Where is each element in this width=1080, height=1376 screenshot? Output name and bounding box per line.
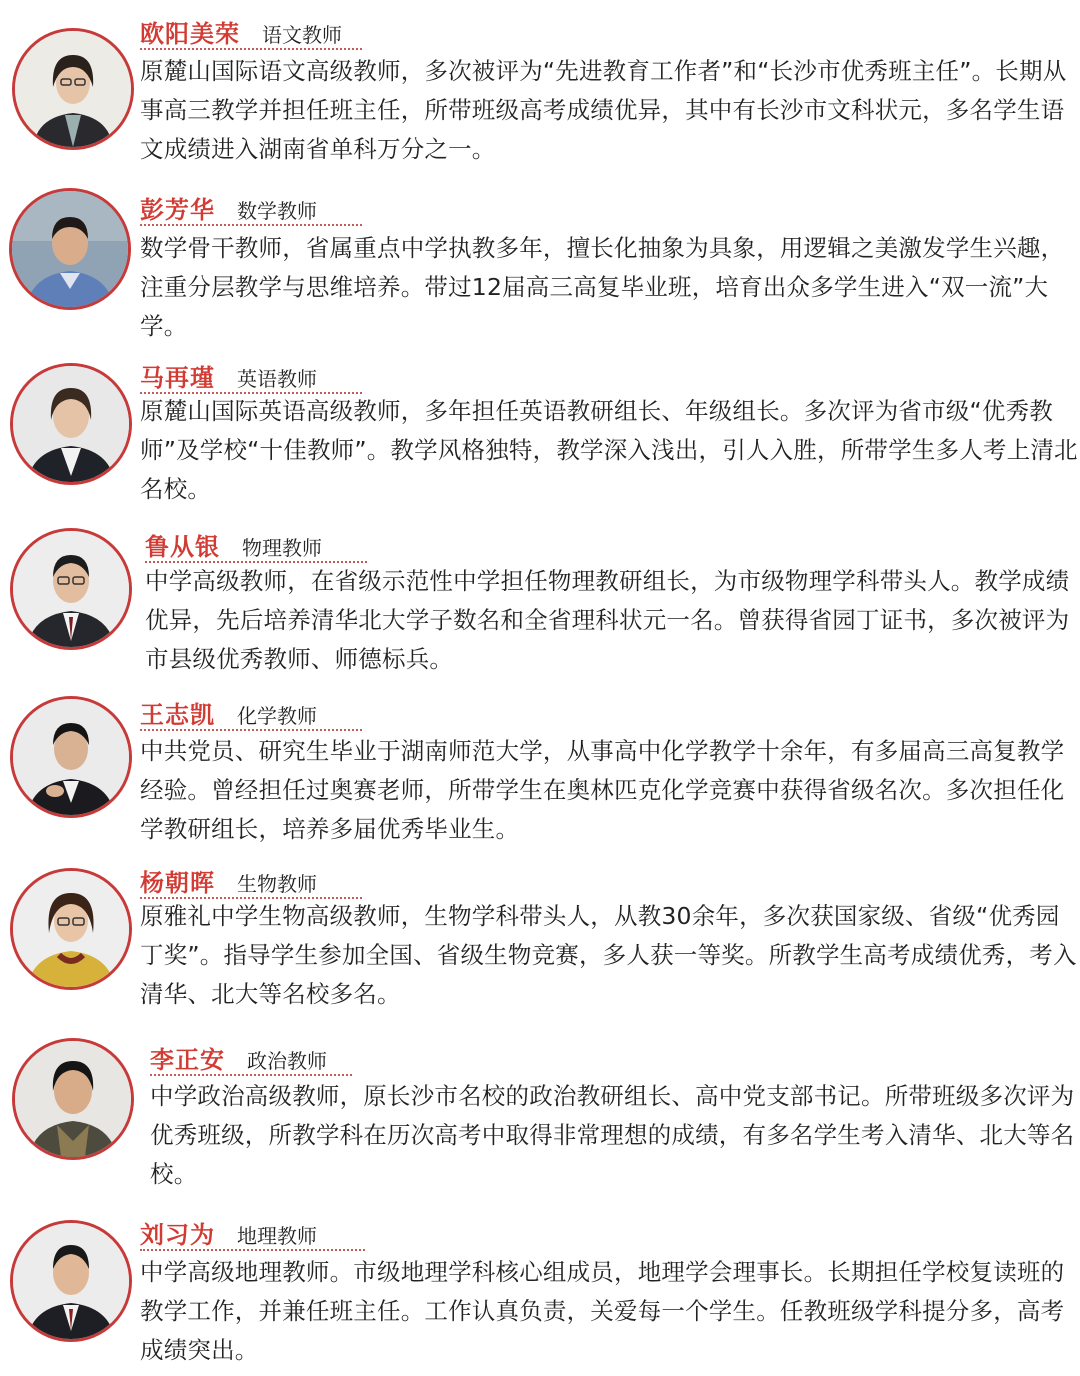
teacher-subject: 化学教师: [237, 704, 317, 728]
teacher-photo: [10, 868, 132, 990]
teacher-subject: 生物教师: [237, 872, 317, 896]
teacher-bio: 中共党员、研究生毕业于湖南师范大学，从事高中化学教学十余年，有多届高三高复教学经验。曾经担任过奥赛老师，所带学生在奥林匹克化学竞赛中获得省级名次。多次担任化学教研组长，培养多届优秀毕业生。: [140, 737, 1065, 843]
name-row: [140, 1215, 365, 1251]
teacher-name: 杨朝晖: [140, 869, 215, 897]
name-row: [140, 14, 362, 50]
teacher-subject: 政治教师: [247, 1049, 327, 1073]
teacher-photo: [10, 1220, 132, 1342]
teacher-name: 王志凯: [140, 701, 215, 729]
teacher-bio: 中学高级教师，在省级示范性中学担任物理教研组长，为市级物理学科带头人。教学成绩优异，先后培养清华北大学子数名和全省理科状元一名。曾获得省园丁证书，多次被评为市县级优秀教师、师德标兵。: [145, 567, 1070, 673]
teacher-photo: [10, 363, 132, 485]
teacher-name: 鲁从银: [145, 533, 220, 561]
teacher-name: 马再瑾: [140, 364, 215, 392]
teacher-bio: 原雅礼中学生物高级教师，生物学科带头人，从教30余年，多次获国家级、省级“优秀园丁奖”。指导学生参加全国、省级生物竞赛，多人获一等奖。所教学生高考成绩优秀，考入清华、北大等名校多名。: [140, 902, 1077, 1008]
teacher-bio: 数学骨干教师，省属重点中学执教多年，擅长化抽象为具象，用逻辑之美激发学生兴趣，注重分层教学与思维培养。带过12届高三高复毕业班，培育出众多学生进入“双一流”大学。: [140, 234, 1065, 340]
teacher-subject: 英语教师: [237, 367, 317, 391]
teacher-bio: 原麓山国际语文高级教师，多次被评为“先进教育工作者”和“长沙市优秀班主任”。长期从事高三教学并担任班主任，所带班级高考成绩优异，其中有长沙市文科状元，多名学生语文成绩进入湖南省单科万分之一。: [140, 57, 1067, 163]
name-row: [140, 190, 362, 226]
name-row: [140, 358, 362, 394]
teacher-subject: 物理教师: [242, 536, 322, 560]
teacher-bio: 中学高级地理教师。市级地理学科核心组成员，地理学会理事长。长期担任学校复读班的教学工作，并兼任班主任。工作认真负责，关爱每一个学生。任教班级学科提分多，高考成绩突出。: [140, 1258, 1065, 1364]
teacher-photo: [12, 28, 134, 150]
teacher-name: 欧阳美荣: [140, 20, 240, 48]
name-row: [140, 863, 362, 899]
teacher-bio: 中学政治高级教师，原长沙市名校的政治教研组长、高中党支部书记。所带班级多次评为优秀班级，所教学科在历次高考中取得非常理想的成绩，有多名学生考入清华、北大等名校。: [150, 1082, 1075, 1188]
teacher-name: 彭芳华: [140, 196, 215, 224]
teacher-photo: [10, 696, 132, 818]
name-row: [150, 1040, 352, 1076]
teacher-photo: [10, 528, 132, 650]
teacher-photo: [12, 1038, 134, 1160]
teacher-photo: [9, 188, 131, 310]
teacher-subject: 语文教师: [262, 23, 342, 47]
teacher-name: 李正安: [150, 1046, 225, 1074]
teacher-name: 刘习为: [140, 1221, 215, 1249]
name-row: [140, 695, 362, 731]
name-row: [145, 527, 367, 563]
teacher-bio: 原麓山国际英语高级教师，多年担任英语教研组长、年级组长。多次评为省市级“优秀教师”及学校“十佳教师”。教学风格独特，教学深入浅出，引人入胜，所带学生多人考上清北名校。: [140, 397, 1078, 503]
teacher-subject: 地理教师: [237, 1224, 317, 1248]
teacher-subject: 数学教师: [237, 199, 317, 223]
